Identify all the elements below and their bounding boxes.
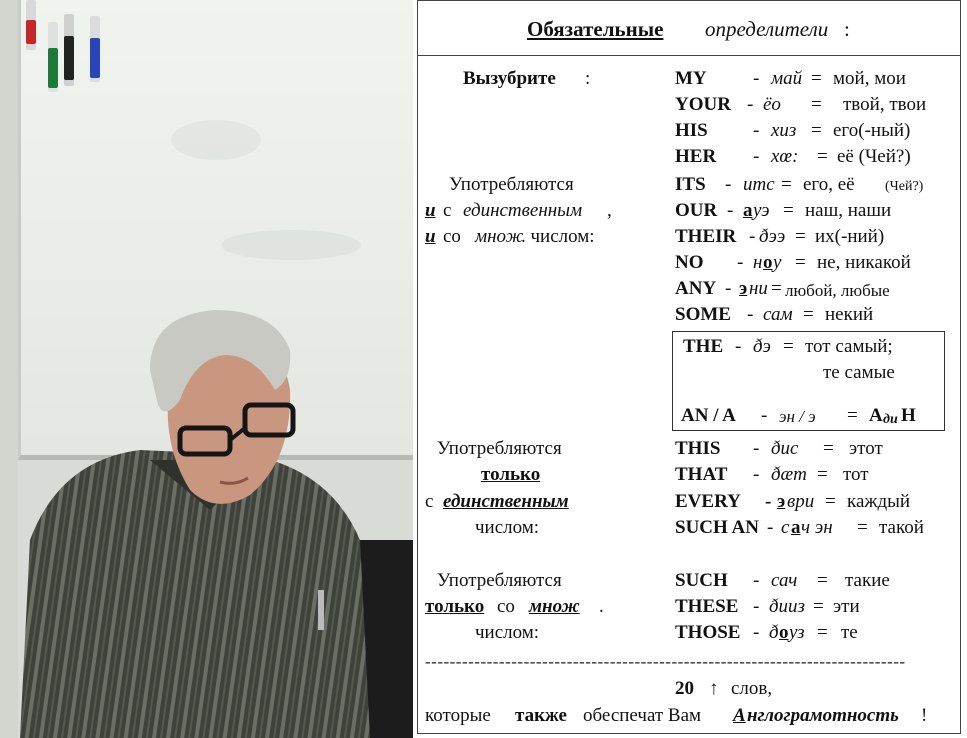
- footer-words: слов,: [731, 678, 773, 699]
- row-ru: те: [841, 622, 858, 643]
- black-marker-icon: [64, 14, 74, 86]
- row-sep: -: [753, 570, 760, 591]
- row-eq: =: [817, 622, 828, 643]
- an-en: AN / A: [681, 405, 736, 426]
- row-transcription-stress: э: [739, 278, 748, 299]
- row-transcription: ðис: [771, 438, 799, 459]
- group2-line3-a: с: [425, 491, 434, 512]
- row-ru: не, никакой: [817, 252, 911, 273]
- the-en: THE: [683, 336, 724, 357]
- row-en: THEIR: [675, 226, 737, 247]
- row-en: SUCH AN: [675, 517, 759, 538]
- blue-marker-icon: [90, 16, 100, 82]
- row-transcription: ч эн: [801, 517, 833, 538]
- row-en: THAT: [675, 464, 728, 485]
- row-transcription: сам: [763, 304, 793, 325]
- row-sep: -: [753, 596, 760, 617]
- row-sep: -: [765, 491, 772, 512]
- row-transcription: уэ: [753, 200, 770, 221]
- row-eq: =: [817, 570, 828, 591]
- row-transcription: ни: [749, 278, 768, 299]
- title-word2: определители: [705, 17, 829, 41]
- row-sep: -: [725, 174, 732, 195]
- green-marker-icon: [48, 22, 58, 92]
- row-eq: =: [803, 304, 814, 325]
- row-sep: -: [725, 278, 732, 299]
- row-en: EVERY: [675, 491, 741, 512]
- row-eq: =: [811, 120, 822, 141]
- row-ru: мой, мои: [833, 68, 906, 89]
- row-transcription-pre: с: [781, 517, 790, 538]
- group1-line3-a: и: [425, 226, 436, 247]
- row-transcription-pre: н: [753, 252, 763, 273]
- row-transcription: ðииз: [769, 596, 805, 617]
- row-eq: =: [817, 464, 828, 485]
- row-sep: -: [749, 226, 756, 247]
- group1-line2-b: с: [443, 200, 452, 221]
- slide: [413, 0, 967, 738]
- row-ru: наш, наши: [805, 200, 892, 221]
- row-transcription: сач: [771, 570, 798, 591]
- group3-line2-b: со: [497, 596, 515, 617]
- row-transcription: ðээ: [759, 226, 786, 247]
- row-sep: -: [753, 464, 760, 485]
- row-transcription: итс: [743, 174, 775, 195]
- the-eq: =: [783, 336, 794, 357]
- row-ru: некий: [825, 304, 874, 325]
- row-sep: -: [753, 622, 760, 643]
- group3-line1: Употребляются: [437, 570, 562, 591]
- row-en: THESE: [675, 596, 739, 617]
- row-transcription: ðæт: [771, 464, 807, 485]
- row-en: ANY: [675, 278, 717, 299]
- row-en: OUR: [675, 200, 718, 221]
- row-ru: такой: [879, 517, 924, 538]
- row-eq: =: [795, 226, 806, 247]
- group3-line3: числом:: [475, 622, 540, 643]
- footer-arrow-icon: ↑: [709, 678, 719, 699]
- row-ru: его, её: [803, 174, 855, 195]
- row-en: MY: [675, 68, 707, 89]
- row-transcription-stress: о: [763, 252, 773, 273]
- row-sep: -: [737, 252, 744, 273]
- row-eq: =: [795, 252, 806, 273]
- row-transcription-pre: ð: [769, 622, 779, 643]
- row-sep: -: [753, 438, 760, 459]
- group1-line3-c: множ: [475, 226, 524, 247]
- the-sep: -: [735, 336, 742, 357]
- row-sep: -: [747, 304, 754, 325]
- row-transcription: у: [773, 252, 782, 273]
- an-ru-c: Н: [901, 405, 916, 426]
- row-transcription: хиз: [771, 120, 797, 141]
- title-word1: Обязательные: [527, 17, 664, 41]
- group3-line2-c: множ: [529, 596, 580, 617]
- red-marker-icon: [26, 0, 36, 50]
- row-eq: =: [823, 438, 834, 459]
- group1-line2-d: ,: [607, 200, 612, 221]
- title-colon: :: [844, 17, 850, 41]
- row-ru: твой, твои: [843, 94, 927, 115]
- the-ru2: те самые: [823, 362, 895, 383]
- group1-line1: Употребляются: [449, 174, 574, 195]
- row-eq: =: [783, 200, 794, 221]
- row-sep: -: [753, 120, 760, 141]
- row-ru: каждый: [847, 491, 911, 512]
- row-en: SOME: [675, 304, 731, 325]
- group1-line3-d: . числом:: [521, 226, 595, 247]
- row-sep: -: [747, 94, 754, 115]
- group1-line2-c: единственным: [463, 200, 583, 221]
- row-ru: такие: [845, 570, 890, 591]
- row-eq: =: [811, 94, 822, 115]
- an-eq: =: [847, 405, 858, 426]
- vyzubrite-colon: :: [585, 68, 591, 89]
- footer-line2-e: !: [921, 705, 928, 726]
- the-ru1: тот самый;: [805, 336, 893, 357]
- group2-line4: числом:: [475, 517, 540, 538]
- an-transcription: эн / э: [779, 407, 816, 426]
- footer-line2-d-stress: А: [733, 705, 746, 726]
- footer-line2-a: которые: [425, 705, 491, 726]
- group3-line2-a: только: [425, 596, 485, 617]
- row-ru: её (Чей?): [837, 146, 911, 167]
- row-ru: его(-ный): [833, 120, 911, 141]
- title-row: [417, 0, 961, 56]
- row-extra: (Чей?): [885, 179, 924, 194]
- row-en: SUCH: [675, 570, 728, 591]
- row-transcription: ври: [787, 491, 815, 512]
- group2-line2: только: [481, 464, 541, 485]
- row-eq: =: [771, 278, 782, 299]
- row-sep: -: [767, 517, 774, 538]
- row-transcription-stress: э: [777, 491, 786, 512]
- group2-line3-b: единственным: [443, 491, 569, 512]
- row-en: HER: [675, 146, 717, 167]
- row-en: ITS: [675, 174, 706, 195]
- row-ru: эти: [833, 596, 860, 617]
- an-ru-a: А: [869, 405, 883, 426]
- divider: ------------------------------------------------------------------------------: [425, 652, 906, 671]
- row-sep: -: [753, 68, 760, 89]
- row-en: NO: [675, 252, 704, 273]
- an-sep: -: [761, 405, 768, 426]
- row-ru: тот: [843, 464, 869, 485]
- row-en: YOUR: [675, 94, 731, 115]
- row-eq: =: [825, 491, 836, 512]
- row-transcription: май: [771, 68, 803, 89]
- an-ru-b: ди: [883, 412, 898, 427]
- board-smudge: [171, 120, 261, 160]
- row-transcription-stress: а: [791, 517, 801, 538]
- row-eq: =: [857, 517, 868, 538]
- group1-line3-b: со: [443, 226, 461, 247]
- row-en: HIS: [675, 120, 708, 141]
- row-eq: =: [781, 174, 792, 195]
- row-en: THOSE: [675, 622, 741, 643]
- row-transcription-stress: а: [743, 200, 753, 221]
- row-ru: этот: [849, 438, 883, 459]
- the-transcription: ðэ: [753, 336, 771, 357]
- group3-line2-d: .: [599, 596, 604, 617]
- row-ru: любой, любые: [785, 281, 890, 300]
- row-en: THIS: [675, 438, 721, 459]
- row-ru: их(-ний): [815, 226, 885, 247]
- footer-count: 20: [675, 678, 694, 699]
- group1-line2-a: и: [425, 200, 436, 221]
- row-sep: -: [753, 146, 760, 167]
- row-eq: =: [811, 68, 822, 89]
- row-transcription: ёо: [763, 94, 781, 115]
- footer-line2-c: обеспечат Вам: [583, 705, 702, 726]
- group2-line1: Употребляются: [437, 438, 562, 459]
- vyzubrite-label: Вызубрите: [463, 68, 556, 89]
- row-transcription-stress: о: [779, 622, 789, 643]
- video-frame: [0, 0, 413, 738]
- board-smudge: [221, 230, 361, 260]
- footer-line2-d: нглограмотность: [747, 705, 899, 726]
- row-transcription: уз: [789, 622, 805, 643]
- row-eq: =: [813, 596, 824, 617]
- row-sep: -: [727, 200, 734, 221]
- presenter: [0, 310, 413, 738]
- row-transcription: хœ:: [771, 146, 799, 167]
- row-eq: =: [817, 146, 828, 167]
- footer-line2-b: также: [515, 705, 567, 726]
